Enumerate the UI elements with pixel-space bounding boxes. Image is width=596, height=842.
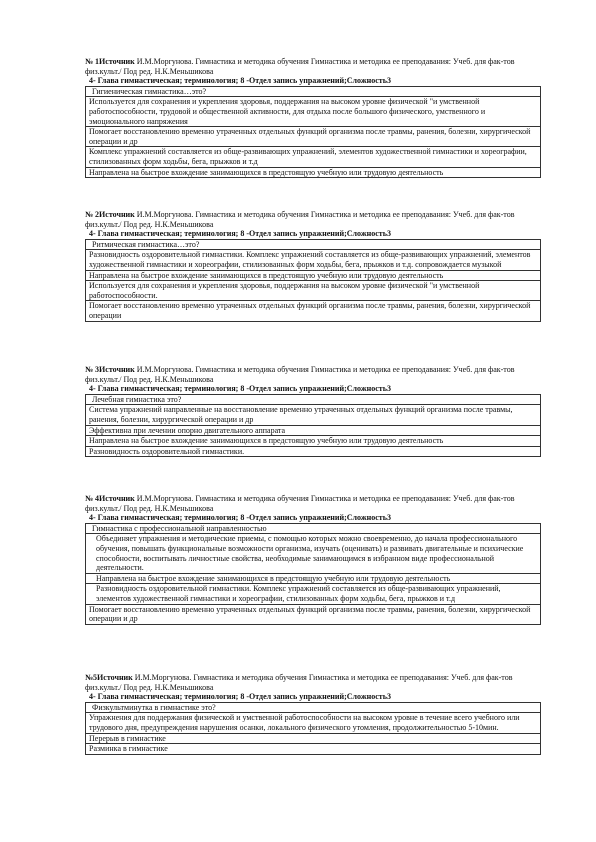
answer-cell: Объединяет упражнения и методические приемы, с помощью которых можно своевременно, до начала профессионального обучения, повышать функциональные возможности организма, изучать (оценивать) и развивать двигательные и психические способности, воспитывать личностные свойства, необходимые занимающимся в избранном виде профессиональной деятельности.	[86, 534, 541, 573]
answer-cell: Разновидность оздоровительной гимнастики. Комплекс упражнений составляется из обще-развивающих упражнений, элементов художественной гимнастики и хореографии, стилизованных форм ходьбы, бега, прыжков и т.д. сопровождается музыкой	[86, 250, 541, 270]
question-table	[85, 702, 541, 755]
chapter-line: 4- Глава гимнастическая; терминология; 8 -Отдел запись упражнений;Сложность3	[89, 692, 391, 702]
answer-cell: Направлена на быстрое вхождение занимающихся в предстоящую учебную или трудовую деятельность	[86, 167, 541, 178]
answer-cell: Помогает восстановлению временно утраченных отдельных функций организма после травмы, ранения, болезни, хирургической операции и др	[86, 127, 541, 147]
question-block-4	[85, 494, 541, 625]
chapter-line: 4- Глава гимнастическая; терминология; 8 -Отдел запись упражнений;Сложность3	[89, 513, 391, 523]
answer-cell: Разновидность оздоровительной гимнастики.	[86, 446, 541, 457]
answer-cell: Используется для сохранения и укрепления здоровья, поддержания на высоком уровне физической "и умственной работоспособности, трудовой и общественной активности, для отдыха после большого физического, умственного и эмоционального напряжения	[86, 97, 541, 127]
answer-cell: Направлена на быстрое вхождение занимающихся в предстоящую учебную или трудовую деятельность	[86, 270, 541, 281]
answer-cell: Разновидность оздоровительной гимнастики. Комплекс упражнений составляется из обще-развивающих упражнений, элементов художественной гимнастики и хореографии, стилизованных форм ходьбы, бега, прыжков и т.д	[86, 584, 541, 604]
answer-cell: Система упражнений направленные на восстановление временно утраченных отдельных функций организма после травмы, ранения, болезни, хирургической операции и др	[86, 405, 541, 425]
source-line: № 2Источник И.М.Моргунова. Гимнастика и методика обучения Гимнастика и методика ее преподавания: Учеб. для фак-тов физ.культ./ Под ред. Н.К.Меньшикова	[85, 210, 515, 229]
question-table	[85, 523, 541, 625]
chapter-line: 4- Глава гимнастическая; терминология; 8 -Отдел запись упражнений;Сложность3	[89, 229, 391, 239]
answer-cell: Разминка в гимнастике	[86, 744, 541, 755]
question-cell: Гигиеническая гимнастика…это?	[86, 86, 541, 97]
question-cell: Гимнастика с профессиональной направленностью	[86, 523, 541, 534]
question-cell: Лечебная гимнастика это?	[86, 394, 541, 405]
answer-cell: Перерыв в гимнастике	[86, 733, 541, 744]
question-block-1	[85, 57, 541, 178]
chapter-line: 4- Глава гимнастическая; терминология; 8 -Отдел запись упражнений;Сложность3	[89, 76, 391, 86]
question-cell: Физкультминутка в гимнастике это?	[86, 702, 541, 713]
chapter-line: 4- Глава гимнастическая; терминология; 8 -Отдел запись упражнений;Сложность3	[89, 384, 391, 394]
answer-cell: Эффективна при лечении опорно двигательного аппарата	[86, 425, 541, 436]
question-block-2	[85, 210, 541, 322]
answer-cell: Помогает восстановлению временно утраченных отдельных функций организма после травмы, ранения, болезни, хирургической операции	[86, 301, 541, 321]
source-line: №5Источник И.М.Моргунова. Гимнастика и методика обучения Гимнастика и методика ее преподавания: Учеб. для фак-тов физ.культ./ Под ред. Н.К.Меньшикова	[85, 673, 513, 692]
answer-cell: Направлена на быстрое вхождение занимающихся в предстоящую учебную или трудовую деятельность	[86, 573, 541, 584]
question-block-5	[85, 673, 541, 755]
answer-cell: Упражнения для поддержания физической и умственной работоспособности на высоком уровне в течение всего учебного или трудового дня, предупреждения нарушения осанки, локального физического утомления, продолжительностью 5-10мин.	[86, 713, 541, 733]
answer-cell: Комплекс упражнений составляется из обще-развивающих упражнений, элементов художественной гимнастики и хореографии, стилизованных форм ходьбы, бега, прыжков и т.д	[86, 147, 541, 167]
answer-cell: Используется для сохранения и укрепления здоровья, поддержания на высоком уровне физической "и умственной работоспособности.	[86, 281, 541, 301]
source-line: № 4Источник И.М.Моргунова. Гимнастика и методика обучения Гимнастика и методика ее преподавания: Учеб. для фак-тов физ.культ./ Под ред. Н.К.Меньшикова	[85, 494, 515, 513]
answer-cell: Помогает восстановлению временно утраченных отдельных функций организма после травмы, ранения, болезни, хирургической операции и др	[86, 604, 541, 624]
question-table	[85, 86, 541, 178]
question-table	[85, 394, 541, 458]
source-line: № 3Источник И.М.Моргунова. Гимнастика и методика обучения Гимнастика и методика ее преподавания: Учеб. для фак-тов физ.культ./ Под ред. Н.К.Меньшикова	[85, 365, 515, 384]
question-block-3	[85, 365, 541, 457]
answer-cell: Направлена на быстрое вхождение занимающихся в предстоящую учебную или трудовую деятельность	[86, 436, 541, 447]
source-line: № 1Источник И.М.Моргунова. Гимнастика и методика обучения Гимнастика и методика ее преподавания: Учеб. для фак-тов физ.культ./ Под ред. Н.К.Меньшикова	[85, 57, 515, 76]
question-table	[85, 239, 541, 322]
question-cell: Ритмическая гимнастика…это?	[86, 239, 541, 250]
